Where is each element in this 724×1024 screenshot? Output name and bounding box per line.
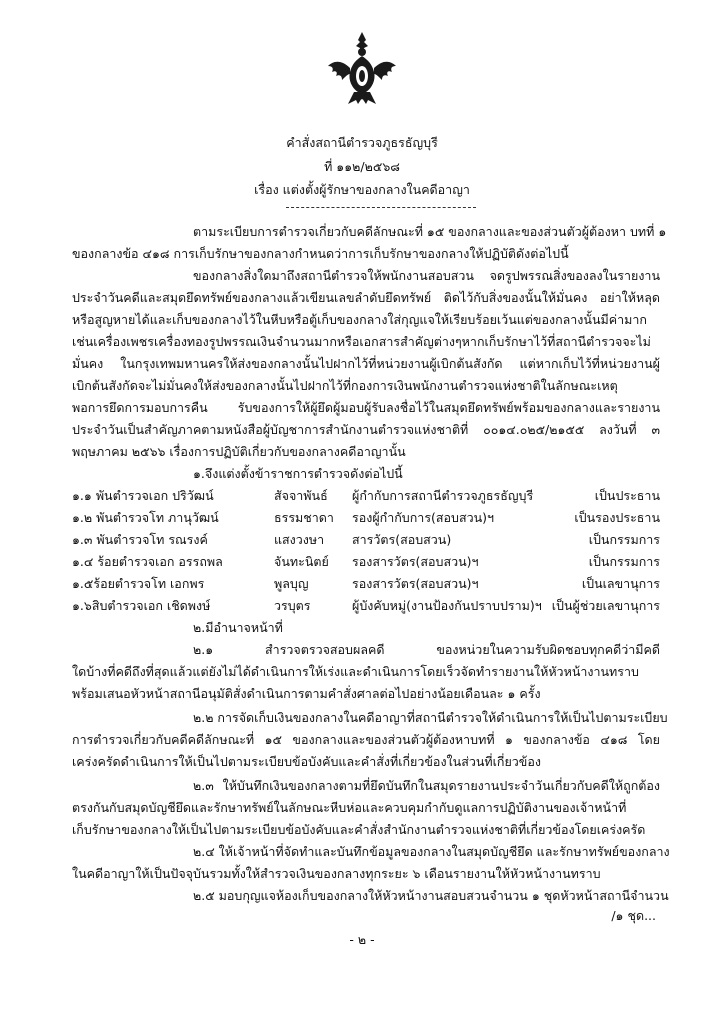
paragraph-2-line-2: ประจำวันคดีและสมุดยึดทรัพย์ของกลางแล้วเขียนเลขลำดับยึดทรัพย์ ติดไว้กับสิ่งของนั้นให้มั่นคง อย่าให้หลุด xyxy=(72,290,660,305)
paragraph-2-line-4: เช่นเครื่องเพชรเครื่องทองรูปพรรณเงินจำนวนมากหรือเอกสารสำคัญต่างๆหากเก็บรักษาไว้ที่สถานีตำรวจจะไม่ xyxy=(72,334,651,349)
appointee-name: ๑.๕ร้อยตำรวจโท เอกพร xyxy=(72,576,205,591)
appointee-role: เป็นประธาน xyxy=(594,488,660,503)
appointee-role: เป็นกรรมการ xyxy=(588,554,660,569)
appointee-position: สารวัตร(สอบสวน) xyxy=(352,532,452,547)
paragraph-2-line-3: หรือสูญหายได้และเก็บของกลางไว้ในหีบหรือตู้เก็บของกลางใส่กุญแจให้เรียบร้อยเว้นแต่ของกลางนั้นมีค่ามาก xyxy=(72,312,647,327)
paragraph-1-line-2: ของกลางข้อ ๔๑๘ การเก็บรักษาของกลางกำหนดว่าการเก็บรักษาของกลางให้ปฏิบัติดังต่อไปนี้ xyxy=(72,246,569,261)
order-number: ที่ ๑๑๒/๒๕๖๘ xyxy=(324,159,400,174)
appointee-row xyxy=(72,530,660,550)
section-2-1-line-1: ๒.๑ สำรวจตรวจสอบผลคดี ของหน่วยในความรับผิดชอบทุกคดีว่ามีคดี xyxy=(193,642,660,657)
section-2-2-line-1: ๒.๒ การจัดเก็บเงินของกลางในคดีอาญาที่สถานีตำรวจให้ดำเนินการให้เป็นไปตามระเบียบ xyxy=(193,710,668,725)
page-number: - ๒ - xyxy=(349,932,375,947)
appointee-role: เป็นเลขานุการ xyxy=(581,576,660,591)
appointee-name: ๑.๔ ร้อยตำรวจเอก อรรถพล xyxy=(72,554,223,569)
section-2-3-line-2: ตรงกันกับสมุดบัญชียึดและรักษาทรัพย์ในลักษณะหีบห่อและควบคุมกำกับดูแลการปฏิบัติงานของเจ้าหน้าที่ xyxy=(72,800,627,815)
paragraph-2-line-6: เบิกต้นสังกัดจะไม่มั่นคงให้ส่งของกลางนั้นไปฝากไว้ที่กองการเงินพนักงานตำรวจแห่งชาติในลักษณะเหตุ xyxy=(72,378,618,393)
paragraph-2-line-5: มั่นคง ในกรุงเทพมหานครให้ส่งของกลางนั้นไปฝากไว้ที่หน่วยงานผู้เบิกต้นสังกัด แต่หากเก็บไว้ที่หน่วยงานผู้ xyxy=(72,356,660,371)
appointee-surname: จันทะนิตย์ xyxy=(274,554,329,569)
appointee-name: ๑.๑ พันตำรวจเอก ปริวัฒน์ xyxy=(72,488,214,503)
appointee-position: รองผู้กำกับการ(สอบสวน)ฯ xyxy=(352,510,495,525)
paragraph-2-line-1: ของกลางสิ่งใดมาถึงสถานีตำรวจให้พนักงานสอบสวน จดรูปพรรณสิ่งของลงในรายงาน xyxy=(193,268,660,283)
section-1-heading: ๑.จึงแต่งตั้งข้าราชการตำรวจดังต่อไปนี้ xyxy=(193,466,403,481)
appointee-surname: แสงวงษา xyxy=(274,532,325,547)
appointee-row xyxy=(72,508,660,528)
appointee-surname: วรบุตร xyxy=(274,598,311,613)
continuation-marker: /๑ ชุด... xyxy=(611,908,656,923)
appointee-row xyxy=(72,574,660,594)
section-2-heading: ๒.มีอำนาจหน้าที่ xyxy=(193,620,283,635)
appointee-role: เป็นผู้ช่วยเลขานุการ xyxy=(551,598,660,613)
section-2-3-line-3: เก็บรักษาของกลางให้เป็นไปตามระเบียบข้อบังคับและคำสั่งสำนักงานตำรวจแห่งชาติที่เกี่ยวข้องโดยเคร่งครัด xyxy=(72,822,646,837)
paragraph-2-line-9: พฤษภาคม ๒๕๖๖ เรื่องการปฏิบัติเกี่ยวกับของกลางคดีอาญานั้น xyxy=(72,444,406,459)
paragraph-1-line-1: ตามระเบียบการตำรวจเกี่ยวกับคดีลักษณะที่ ๑๕ ของกลางและของส่วนตัวผู้ต้องหา บทที่ ๑ xyxy=(193,224,667,239)
section-2-2-line-2: การตำรวจเกี่ยวกับคดีคดีลักษณะที่ ๑๕ ของกลางและของส่วนตัวผู้ต้องหาบทที่ ๑ ของกลางข้อ ๔๑๘ โดย xyxy=(72,732,660,747)
separator-line xyxy=(286,207,476,208)
appointee-name: ๑.๓ พันตำรวจโท รณรงค์ xyxy=(72,532,208,547)
order-title: คำสั่งสถานีตำรวจภูธรธัญบุรี xyxy=(286,135,438,150)
section-2-3-line-1: ๒.๓ ให้บันทึกเงินของกลางตามที่ยึดบันทึกในสมุดรายงานประจำวันเกี่ยวกับคดีให้ถูกต้อง xyxy=(193,778,660,793)
paragraph-2-line-8: ประจำวันเป็นสำคัญภาคตามหนังสือผู้บัญชาการสำนักงานตำรวจแห่งชาติที่ ๐๐๑๔.๐๒๕/๒๑๕๕ ลงวันที่ ๓ xyxy=(72,422,660,437)
appointee-role: เป็นรองประธาน xyxy=(574,510,660,525)
appointee-row xyxy=(72,486,660,506)
appointee-name: ๑.๒ พันตำรวจโท ภานุวัฒน์ xyxy=(72,510,219,525)
garuda-emblem-icon xyxy=(326,30,398,106)
appointee-row xyxy=(72,596,660,616)
appointee-position: รองสารวัตร(สอบสวน)ฯ xyxy=(352,576,479,591)
appointee-row xyxy=(72,552,660,572)
paragraph-2-line-7: พอการยึดการมอบการคืน รับของการให้ผู้ยึดผู้มอบผู้รับลงชื่อไว้ในสมุดยึดทรัพย์พร้อมของกลางและรายงาน xyxy=(72,400,660,415)
section-2-1-line-3: พร้อมเสนอหัวหน้าสถานีอนุมัติสั่งดำเนินการตามคำสั่งศาลต่อไปอย่างน้อยเดือนละ ๑ ครั้ง xyxy=(72,686,541,701)
appointee-role: เป็นกรรมการ xyxy=(588,532,660,547)
section-2-4-line-2: ในคดีอาญาให้เป็นปัจจุบันรวมทั้งให้สำรวจเงินของกลางทุกระยะ ๖ เดือนรายงานให้หัวหน้างานทราบ xyxy=(72,866,601,881)
section-2-4-line-1: ๒.๔ ให้เจ้าหน้าที่จัดทำและบันทึกข้อมูลของกลางในสมุดบัญชียึด และรักษาทรัพย์ของกลาง xyxy=(193,844,670,859)
appointee-surname: พูลบุญ xyxy=(274,576,309,591)
section-2-1-line-2: ใดบ้างที่คดีถึงที่สุดแล้วแต่ยังไม่ได้ดำเนินการให้เร่งและดำเนินการโดยเร็วจัดทำรายงานให้หัวหน้างานทราบ xyxy=(72,664,639,679)
appointee-position: ผู้กำกับการสถานีตำรวจภูธรธัญบุรี xyxy=(352,488,534,503)
section-2-5-line-1: ๒.๕ มอบกุญแจห้องเก็บของกลางให้หัวหน้างานสอบสวนจำนวน ๑ ชุดหัวหน้าสถานีจำนวน xyxy=(193,888,669,903)
section-2-2-line-3: เคร่งครัดดำเนินการให้เป็นไปตามระเบียบข้อบังคับและคำสั่งที่เกี่ยวข้องในส่วนที่เกี่ยวข้อง xyxy=(72,754,541,769)
appointee-position: รองสารวัตร(สอบสวน)ฯ xyxy=(352,554,479,569)
appointee-position: ผู้บังคับหมู่(งานป้องกันปราบปราม)ฯ xyxy=(352,598,542,613)
appointee-surname: สัจจาพันธ์ xyxy=(274,488,328,503)
appointee-surname: ธรรมชาดา xyxy=(274,510,334,525)
appointee-name: ๑.๖สิบตำรวจเอก เชิดพงษ์ xyxy=(72,598,211,613)
order-subject: เรื่อง แต่งตั้งผู้รักษาของกลางในคดีอาญา xyxy=(254,182,470,197)
